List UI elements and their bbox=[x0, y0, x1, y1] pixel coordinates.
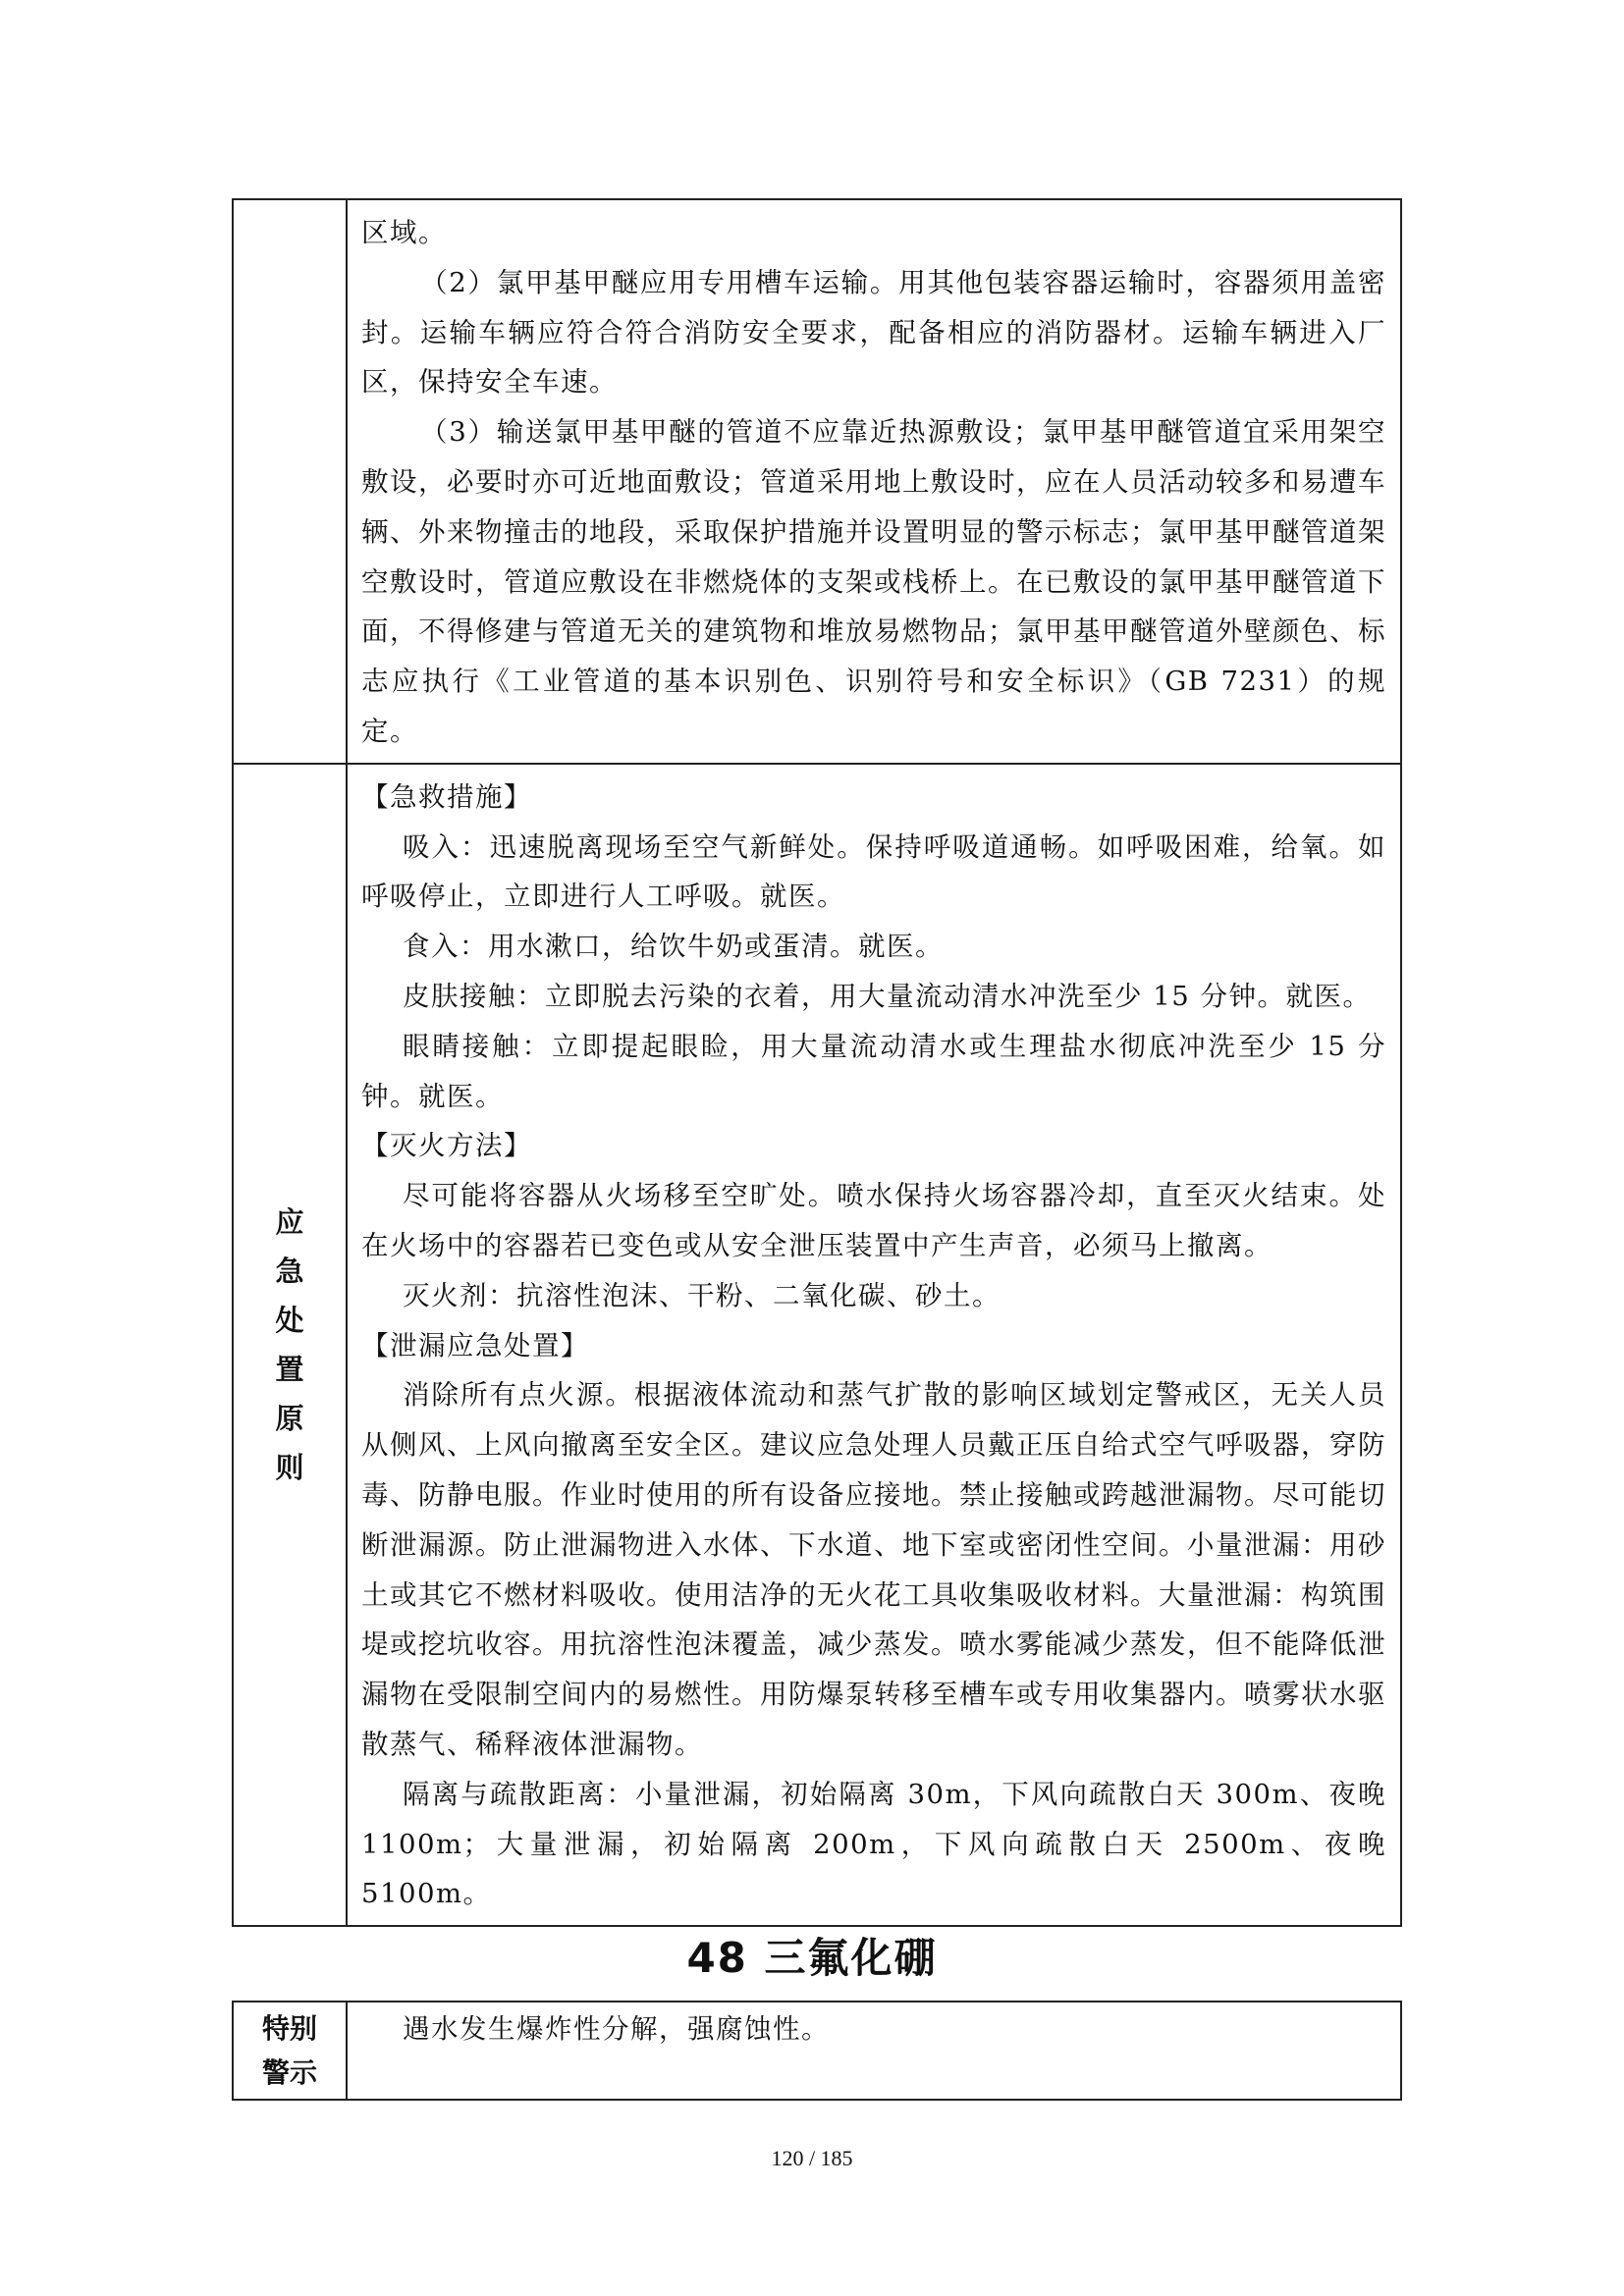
label-char: 处 bbox=[275, 1303, 304, 1337]
emergency-content bbox=[347, 764, 1401, 1926]
fire-fighting-text: 尽可能将容器从火场移至空旷处。喷水保持火场容器冷却，直至灭火结束。处在火场中的容器若已变色或从安全泄压装置中产生声音，必须马上撤离。 bbox=[361, 1180, 1386, 1261]
paragraph-pipeline-laying: （3）输送氯甲基甲醚的管道不应靠近热源敷设；氯甲基甲醚管道宜采用架空敷设，必要时亦可近地面敷设；管道采用地上敷设时，应在人员活动较多和易遭车辆、外来物撞击的地段，采取保护措施并设置明显的警示标志；氯甲基甲醚管道架空敷设时，管道应敷设在非燃烧体的支架或栈桥上。在已敷设的氯甲基甲醚管道下面，不得修建与管道无关的建筑物和堆放易燃物品；氯甲基甲醚管道外壁颜色、标志应执行《工业管道的基本识别色、识别符号和安全标识》（GB 7231）的规定。 bbox=[361, 416, 1386, 747]
emergency-principles-row bbox=[233, 764, 1401, 1926]
ingestion-text: 食入：用水漱口，给饮牛奶或蛋清。就医。 bbox=[403, 931, 944, 963]
special-warning-label bbox=[233, 2002, 347, 2100]
paragraph-tanker-transport: （2）氯甲基甲醚应用专用槽车运输。用其他包装容器运输时，容器须用盖密封。运输车辆应符合符合消防安全要求，配备相应的消防器材。运输车辆进入厂区，保持安全车速。 bbox=[361, 266, 1386, 399]
label-char: 急 bbox=[275, 1254, 304, 1288]
fire-fighting-heading: 【灭火方法】 bbox=[361, 1130, 532, 1162]
paragraph-region: 区域。 bbox=[361, 217, 447, 248]
skin-contact-text: 皮肤接触：立即脱去污染的衣着，用大量流动清水冲洗至少 15 分钟。就医。 bbox=[403, 980, 1372, 1012]
eye-contact-text: 眼睛接触：立即提起眼睑，用大量流动清水或生理盐水彻底冲洗至少 15 分钟。就医。 bbox=[361, 1030, 1386, 1112]
label-char: 则 bbox=[275, 1450, 304, 1484]
label-char: 原 bbox=[275, 1401, 304, 1435]
special-warning-text: 遇水发生爆炸性分解，强腐蚀性。 bbox=[403, 2013, 830, 2045]
leak-response-text: 消除所有点火源。根据液体流动和蒸气扩散的影响区域划定警戒区，无关人员从侧风、上风向撤离至安全区。建议应急处理人员戴正压自给式空气呼吸器，穿防毒、防静电服。作业时使用的所有设备应接地。禁止接触或跨越泄漏物。尽可能切断泄漏源。防止泄漏物进入水体、下水道、地下室或密闭性空间。小量泄漏：用砂土或其它不燃材料吸收。使用洁净的无火花工具收集吸收材料。大量泄漏：构筑围堤或挖坑收容。用抗溶性泡沫覆盖，减少蒸发。喷水雾能减少蒸发，但不能降低泄漏物在受限制空间内的易燃性。用防爆泵转移至槽车或专用收集器内。喷雾状水驱散蒸气、稀释液体泄漏物。 bbox=[361, 1379, 1386, 1760]
first-aid-heading: 【急救措施】 bbox=[361, 780, 532, 813]
transport-content bbox=[347, 199, 1401, 764]
msds-table bbox=[232, 198, 1402, 1927]
page-number: 120 / 185 bbox=[771, 2146, 853, 2170]
special-warning-content bbox=[347, 2002, 1401, 2100]
section-title: 48 三氟化硼 bbox=[686, 1934, 938, 1982]
label-char: 置 bbox=[275, 1352, 304, 1386]
leak-response-heading: 【泄漏应急处置】 bbox=[361, 1329, 589, 1362]
emergency-principles-label bbox=[233, 764, 347, 1926]
special-warning-table bbox=[232, 2001, 1402, 2101]
extinguishing-agent-text: 灭火剂：抗溶性泡沫、干粉、二氧化碳、砂土。 bbox=[403, 1279, 1001, 1311]
inhalation-text: 吸入：迅速脱离现场至空气新鲜处。保持呼吸道通畅。如呼吸困难，给氧。如呼吸停止，立即进行人工呼吸。就医。 bbox=[361, 830, 1386, 913]
label-line: 警示 bbox=[261, 2056, 317, 2089]
label-line: 特别 bbox=[261, 2012, 317, 2045]
storage-transport-row bbox=[233, 199, 1401, 764]
row-label-empty bbox=[233, 199, 347, 764]
label-char: 应 bbox=[275, 1204, 304, 1239]
special-warning-row bbox=[233, 2002, 1401, 2100]
isolation-distance-text: 隔离与疏散距离：小量泄漏，初始隔离 30m，下风向疏散白天 300m、夜晚 1100m；大量泄漏，初始隔离 200m，下风向疏散白天 2500m、夜晚 5100m。 bbox=[361, 1778, 1386, 1910]
